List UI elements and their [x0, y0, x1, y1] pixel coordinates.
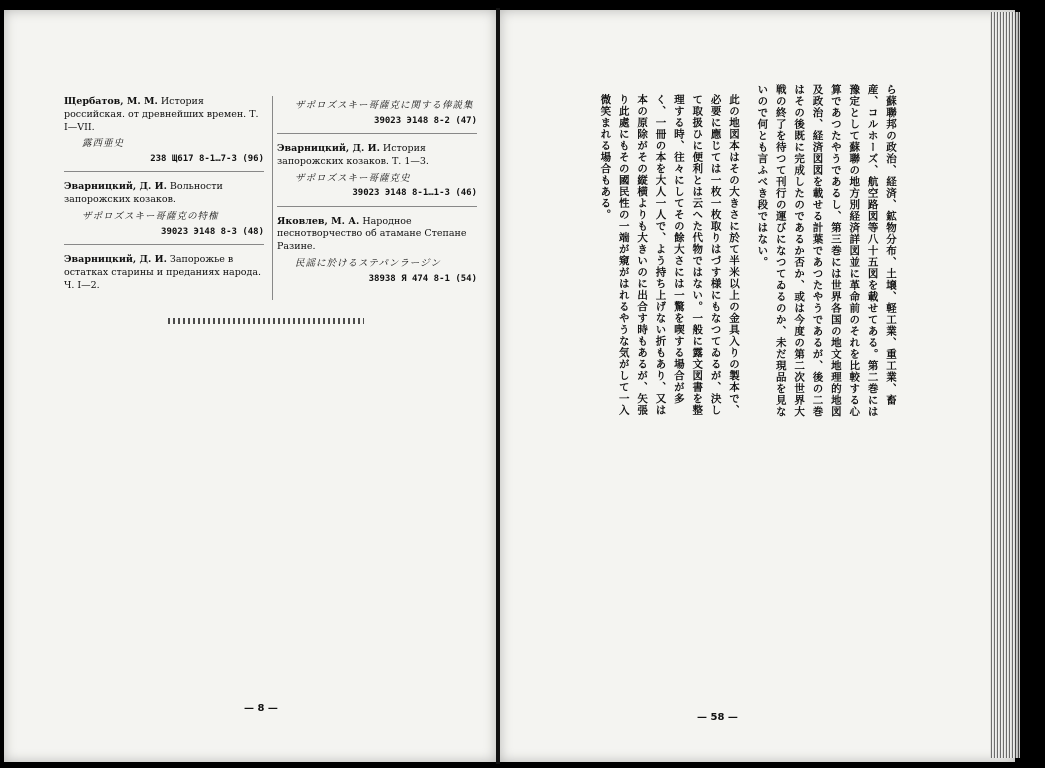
entry-code: 39023 Э148 8-3 (48)	[161, 226, 264, 237]
entry-code: 38938 Я 474 8-1 (54)	[368, 273, 477, 284]
entry-author: Эварницкий, Д. И.	[277, 142, 380, 154]
entry-author: Эварницкий, Д. И.	[64, 181, 167, 193]
entry-title: История запорожских козаков. Т. 1—3.	[277, 142, 429, 167]
page-number-right: — 58 —	[697, 712, 738, 723]
catalog-entry	[277, 100, 477, 134]
entry-title: История российская. от древнейших времен. Т. I—VII.	[64, 96, 259, 133]
entry-code: 238 Щ617 8-1…7-3 (96)	[150, 154, 264, 165]
paragraph: ら蘇聯邦の政治、経済、鉱物分布、土壌、軽工業、重工業、畜産、コルホーズ、航空路図等八十五図を載せてある。第二巻には豫定として蘇聯の地方別経済詳図並に革命前のそれを比較する心算であつたやうであるし、第三巻には世界各国の地文地理的地図及政治、経済図図を載せる計葉であつたやうであるが、後の二巻はその後既に完成したのであるか否か、或は今度の第二次世界大戦の終了を待つて刊行の運びになつてゐるのか、未だ現品を見ないので何とも言ふべき段ではない。	[756, 84, 897, 418]
entry-japanese-title: ザポロズスキー哥薩克の特権	[82, 211, 219, 223]
vertical-body-text	[590, 84, 900, 424]
entry-code: 39023 Э148 8-1…1-3 (46)	[352, 188, 477, 199]
entry-author: Щербатов, М. М.	[64, 96, 158, 107]
entry-japanese-title: 民謡に於けるステパンラージン	[295, 257, 441, 269]
catalog-entry	[277, 216, 477, 291]
entry-japanese-title: ザポロズスキー哥薩克に関する俸説集	[295, 100, 474, 111]
page-number-left: — 8 —	[244, 703, 278, 714]
catalog-entry	[64, 181, 264, 245]
entry-japanese-title: ザポロズスキー哥薩克史	[295, 172, 411, 184]
entry-title: Вольности запорожских козаков.	[64, 181, 223, 206]
right-column	[272, 96, 477, 300]
entry-author: Яковлев, М. А.	[277, 215, 360, 227]
catalog-entry	[277, 143, 477, 207]
entry-title: Народное песнотворчество об атамане Степане Разине.	[277, 215, 467, 253]
paragraph: 此の地図本はその大きさに於て半米以上の金具入りの製本で、必要に應じては一枚一枚取りはづす様にもなつてゐるが、決して取扱ひに便利とは云へた代物ではない。一般に露文図書を整理する時、往々にしてその餘大さには一驚を喫する場合が多く、一冊の本を大人一人で、よう持ち上げない折もあり、又は本の原除がその縦横よりも大きいのに出合す時もあるが、矢張り此處にもその國民性の一端が窺がはれるやうな気がして一入微笑まれる場合もある。	[599, 94, 740, 416]
page-edges	[990, 12, 1020, 758]
catalog-entry	[64, 254, 264, 298]
wavy-divider	[168, 318, 364, 324]
entry-japanese-title: 露西亜史	[82, 138, 125, 150]
entry-author: Эварницкий, Д. И.	[64, 253, 167, 265]
left-column	[64, 96, 264, 307]
entry-code: 39023 Э148 8-2 (47)	[374, 115, 477, 126]
entry-title: Запорожье в остатках старины и преданиях народа. Ч. I—2.	[64, 253, 262, 291]
catalog-entry	[64, 96, 264, 172]
